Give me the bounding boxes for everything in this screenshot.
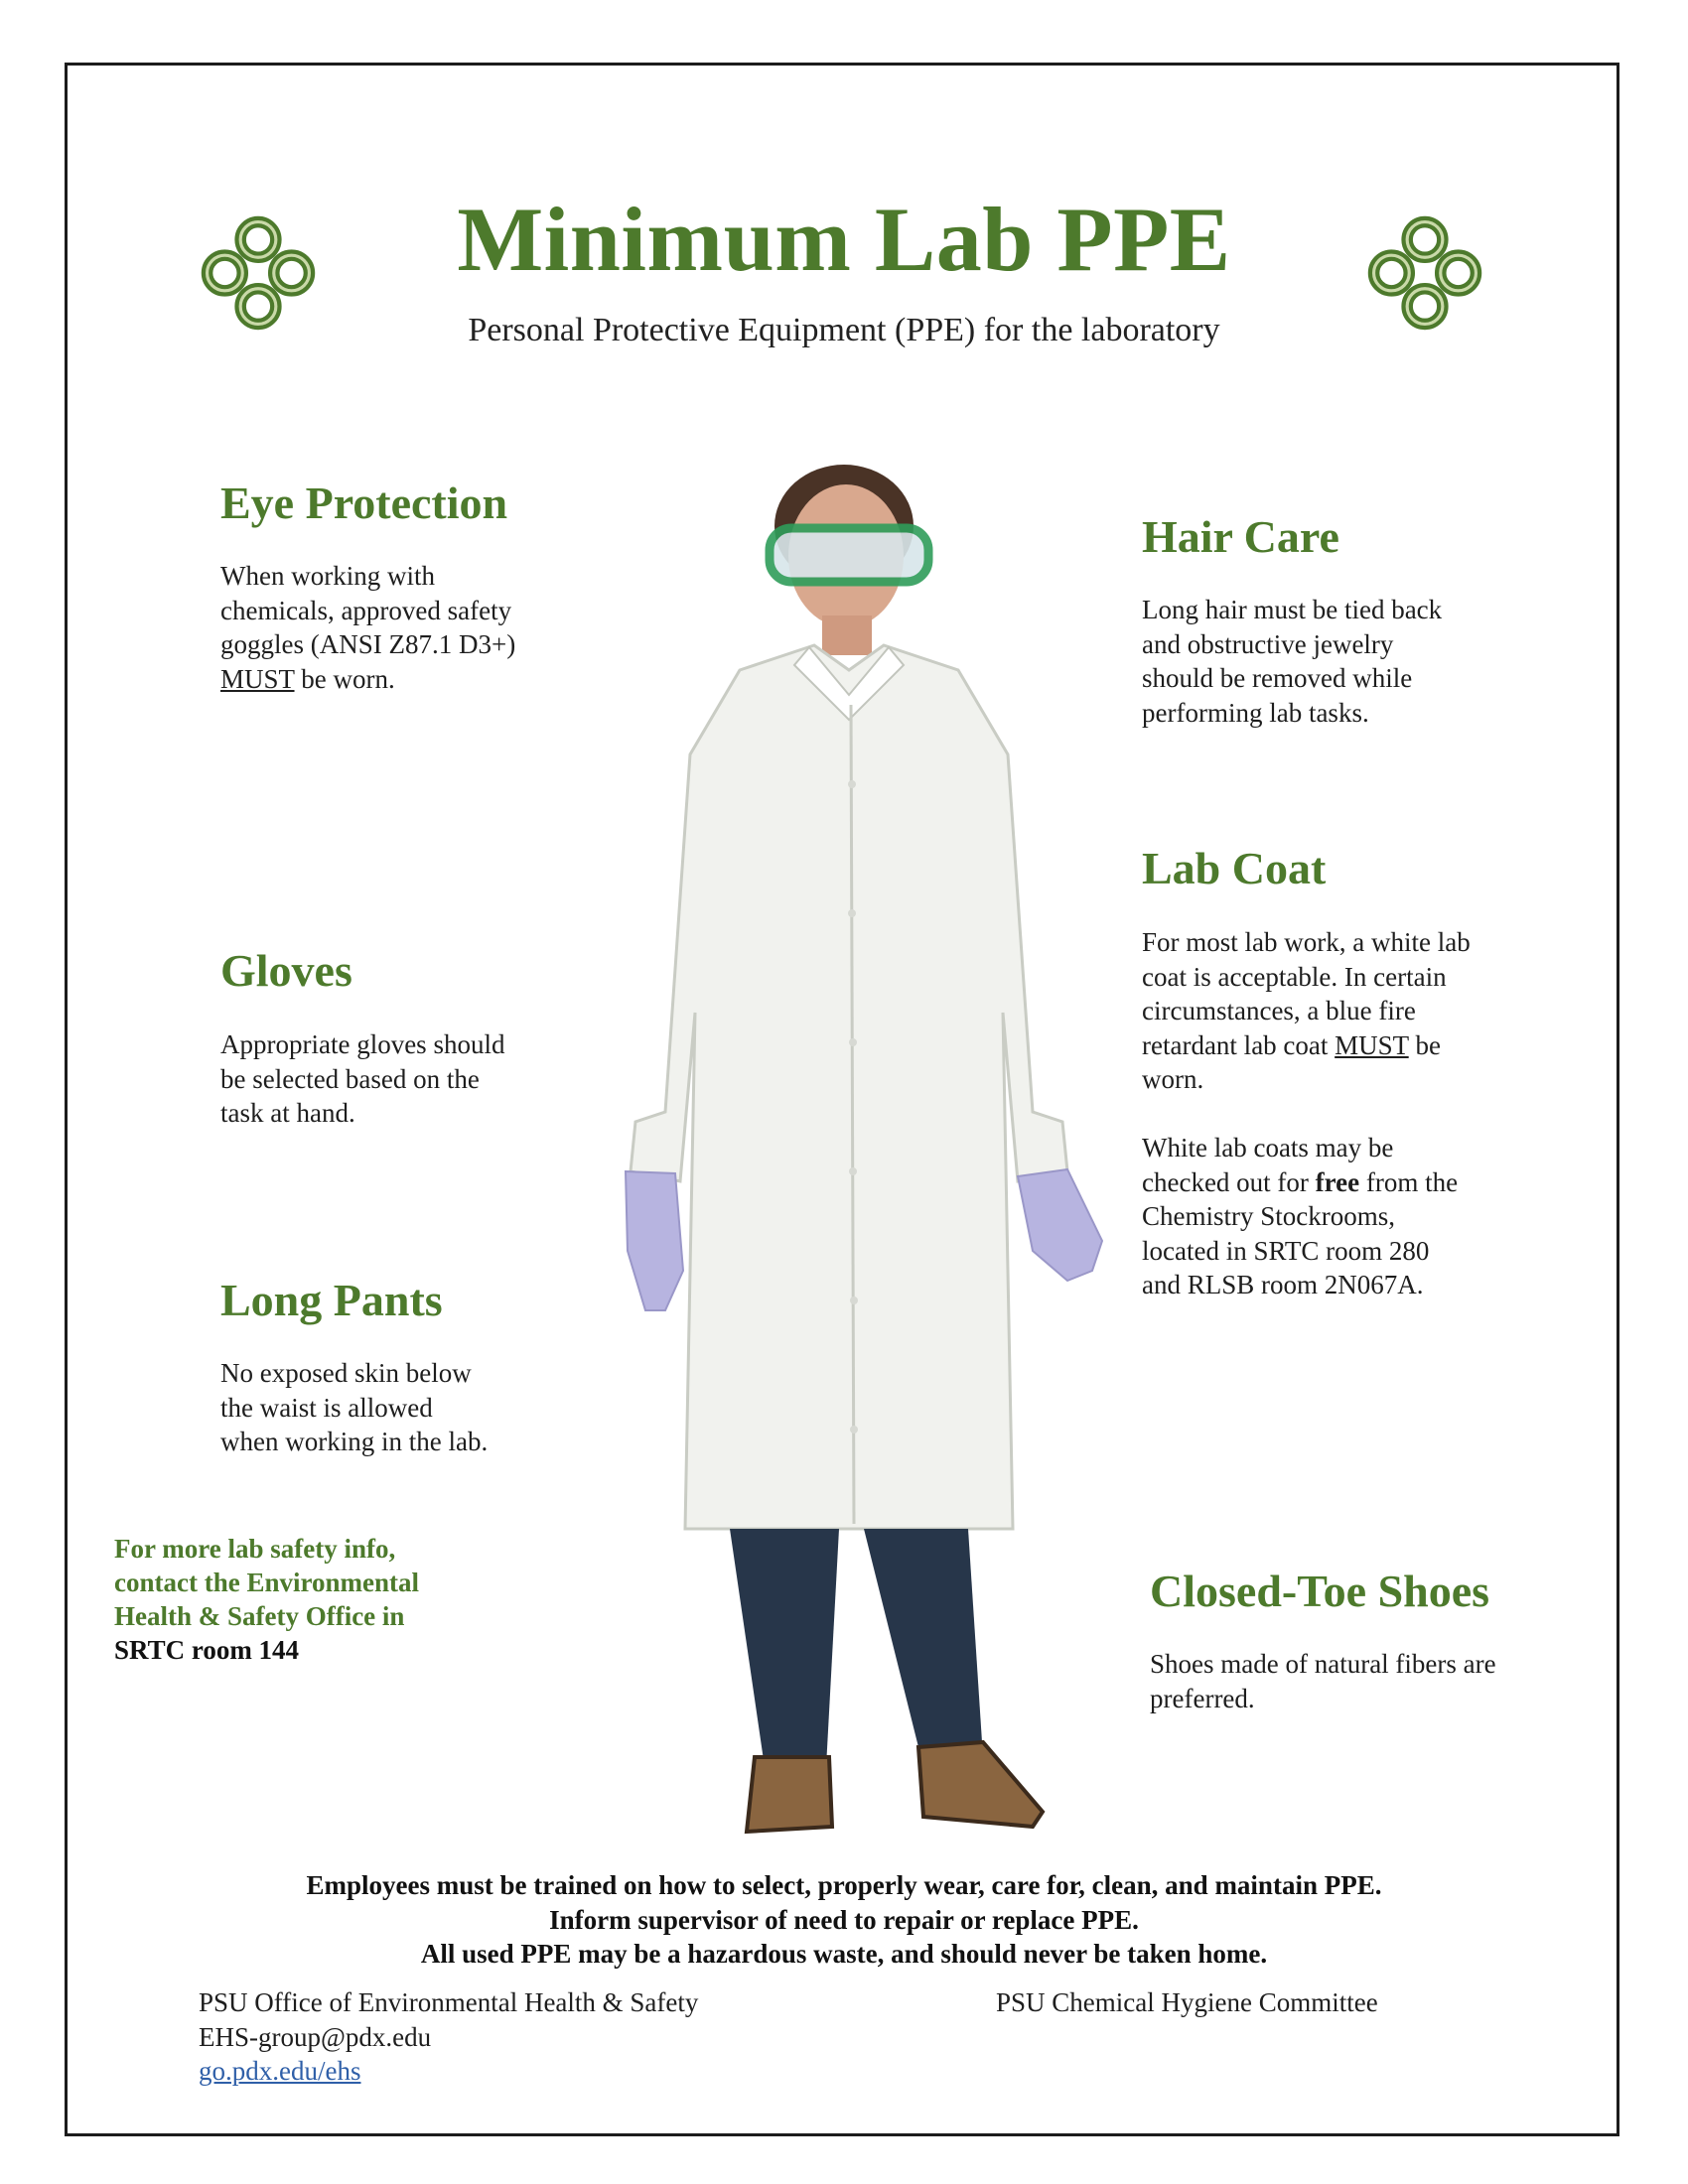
training-notice: Employees must be trained on how to select, properly wear, care for, clean, and maintain PPE. Inform supervisor of need to repair or replace PPE. All used PPE may be a hazardous waste, and should never be taken home. [306,1870,1382,1969]
section-text-lab-coat: For most lab work, a white lab coat is acceptable. In certain circumstances, a blue fire retardant lab coat MUST be worn. White lab coats may be checked out for free from the Chemistry Stockrooms, located in SRTC room 280 and RLSB room 2N067A. [1142,927,1471,1299]
footer-website-link[interactable]: go.pdx.edu/ehs [199,2056,361,2086]
footer-committee: PSU Chemical Hygiene Committee [996,1987,1378,2017]
section-text-hair-care: Long hair must be tied back and obstructive jewelry should be removed while performing lab tasks. [1142,595,1443,728]
section-heading-long-pants: Long Pants [220,1275,443,1325]
section-text-eye-protection: When working with chemicals, approved safety goggles (ANSI Z87.1 D3+) MUST be worn. [220,561,516,694]
section-text-gloves: Appropriate gloves should be selected based on the task at hand. [220,1029,505,1128]
emphasis-must: MUST [1335,1029,1409,1060]
emphasis-free: free [1315,1166,1360,1197]
section-heading-hair-care: Hair Care [1142,511,1339,562]
section-heading-gloves: Gloves [220,945,352,996]
section-text-closed-toe-shoes: Shoes made of natural fibers are preferred. [1150,1649,1496,1713]
footer-office: PSU Office of Environmental Health & Safety [199,1987,699,2017]
lab-worker-illustration [566,457,1182,1846]
section-heading-eye-protection: Eye Protection [220,478,508,528]
page-subtitle: Personal Protective Equipment (PPE) for the laboratory [468,312,1220,348]
section-text-long-pants: No exposed skin below the waist is allowed when working in the lab. [220,1358,489,1456]
section-heading-closed-toe-shoes: Closed-Toe Shoes [1150,1566,1490,1616]
page-title: Minimum Lab PPE [457,189,1231,290]
footer-ehs-contact [199,1985,698,2089]
contact-info: For more lab safety info, contact the Environmental Health & Safety Office in SRTC room 144 [114,1534,419,1665]
section-heading-lab-coat: Lab Coat [1142,843,1327,893]
footer-email: EHS-group@pdx.edu [199,2021,432,2052]
emphasis-must: MUST [220,663,295,694]
